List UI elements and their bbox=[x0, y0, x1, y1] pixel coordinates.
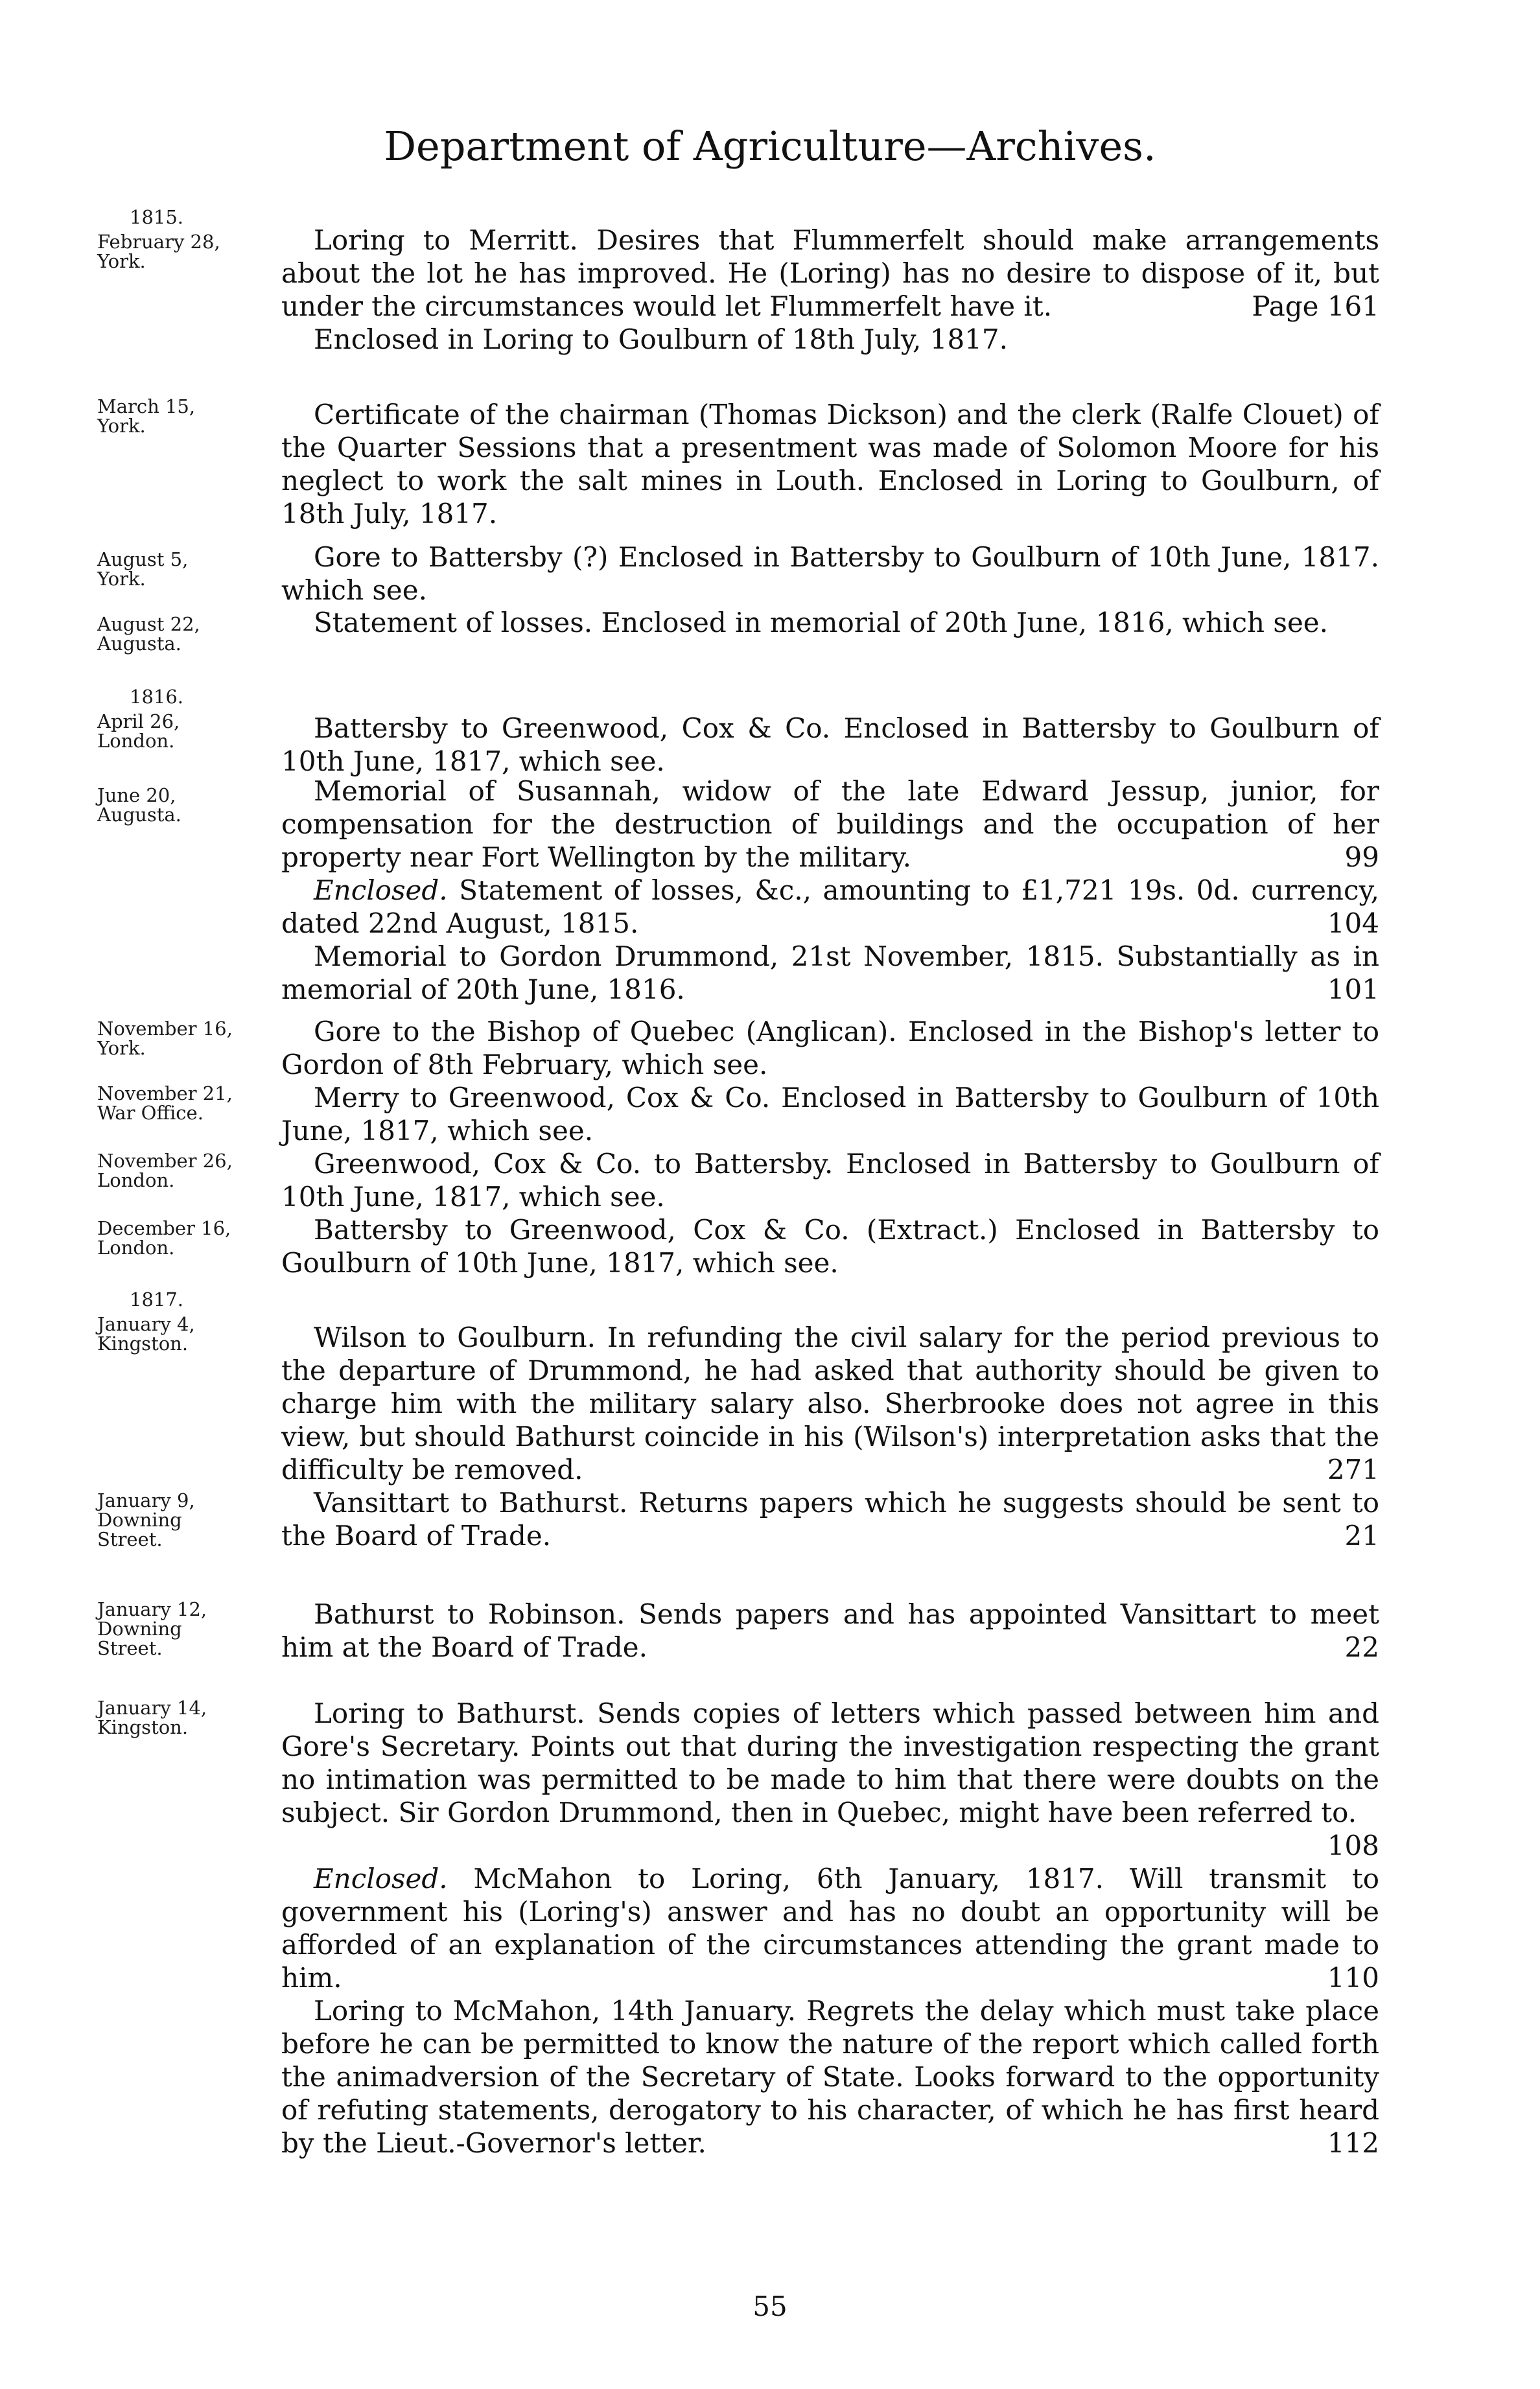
margin-place: York. bbox=[97, 250, 146, 272]
margin-date: March 15, bbox=[97, 395, 196, 417]
entry-body: Loring to Merritt. Desires that Flummerfelt should make arrangements about the lot he has improved. He (Loring) has no desire to dispose of it, but under the circumstances would let Flummerfelt have it. bbox=[281, 224, 1379, 322]
margin-place: York. bbox=[97, 1037, 146, 1059]
margin-date: February 28, bbox=[97, 231, 220, 253]
page-reference: 99 bbox=[1344, 841, 1379, 873]
entry-text bbox=[281, 1598, 1379, 1664]
page-reference: 112 bbox=[1327, 2127, 1379, 2159]
margin-note bbox=[97, 614, 285, 653]
margin-note bbox=[97, 786, 285, 824]
entry-body: Battersby to Greenwood, Cox & Co. Enclosed in Battersby to Goulburn of 10th June, 1817, which see. bbox=[281, 712, 1379, 777]
page-reference: Page 161 bbox=[1252, 290, 1379, 322]
margin-place: Downing Street. bbox=[97, 1509, 182, 1550]
margin-note bbox=[97, 1600, 285, 1658]
margin-date: January 12, bbox=[97, 1598, 207, 1620]
entry-body: Certificate of the chairman (Thomas Dickson) and the clerk (Ralfe Clouet) of the Quarter Sessions that a presentment was made of Solomon Moore for his neglect to work the salt mines in Louth. Enclosed in Loring to Goulburn, of 18th July, 1817. bbox=[281, 399, 1379, 530]
margin-note bbox=[97, 1151, 285, 1190]
entry-text bbox=[281, 606, 1379, 639]
page-reference: 104 bbox=[1327, 907, 1379, 939]
entry-body: Greenwood, Cox & Co. to Battersby. Enclosed in Battersby to Goulburn of 10th June, 1817, which see. bbox=[281, 1148, 1379, 1213]
margin-place: London. bbox=[97, 1237, 175, 1259]
entry-text bbox=[281, 1081, 1379, 1147]
margin-date: November 21, bbox=[97, 1082, 233, 1104]
entry-body: Bathurst to Robinson. Sends papers and has appointed Vansittart to meet him at the Board of Trade. bbox=[281, 1598, 1379, 1663]
margin-place: London. bbox=[97, 1169, 175, 1191]
entry-body: Battersby to Greenwood, Cox & Co. (Extract.) Enclosed in Battersby to Goulburn of 10th June, 1817, which see. bbox=[281, 1214, 1379, 1279]
margin-note bbox=[97, 1019, 285, 1058]
entry-body: Loring to McMahon, 14th January. Regrets the delay which must take place before he can be permitted to know the nature of the report which called forth the animadversion of the Secretary of State. Looks forward to the opportunity of refuting statements, derogatory to his character, of which he has first heard by the Lieut.-Governor's letter. bbox=[281, 1995, 1379, 2159]
enclosed-label: Enclosed. bbox=[314, 874, 448, 906]
entry-body: Memorial to Gordon Drummond, 21st November, 1815. Substantially as in memorial of 20th June, 1816. bbox=[281, 940, 1379, 1005]
margin-date: April 26, bbox=[97, 710, 180, 732]
page-reference: 21 bbox=[1344, 1520, 1379, 1552]
margin-place: War Office. bbox=[97, 1102, 204, 1124]
margin-note bbox=[97, 1290, 285, 1353]
entry-body: Gore to Battersby (?) Enclosed in Battersby to Goulburn of 10th June, 1817. which see. bbox=[281, 541, 1379, 606]
entry-text bbox=[281, 1321, 1379, 1552]
margin-date: August 22, bbox=[97, 613, 200, 635]
margin-date: June 20, bbox=[97, 784, 176, 806]
margin-note bbox=[97, 550, 285, 589]
entry-body: Merry to Greenwood, Cox & Co. Enclosed in Battersby to Goulburn of 10th June, 1817, which see. bbox=[281, 1082, 1379, 1147]
margin-place: York. bbox=[97, 568, 146, 590]
entry-body: Wilson to Goulburn. In refunding the civil salary for the period previous to the departure of Drummond, he had asked that authority should be given to charge him with the military salary also. Sherbrooke does not agree in this view, but should Bathurst coincide in his (Wilson's) interpretation asks that the difficulty be removed. bbox=[281, 1322, 1379, 1486]
margin-place: York. bbox=[97, 415, 146, 437]
entry-text bbox=[281, 1697, 1379, 2160]
entry-text bbox=[281, 1147, 1379, 1213]
margin-note bbox=[97, 1084, 285, 1123]
page-number: 55 bbox=[752, 2290, 788, 2322]
margin-date: January 4, bbox=[97, 1313, 195, 1335]
entry-body: Gore to the Bishop of Quebec (Anglican). Enclosed in the Bishop's letter to Gordon of 8th February, which see. bbox=[281, 1016, 1379, 1080]
margin-note bbox=[97, 1698, 285, 1737]
margin-place: Augusta. bbox=[97, 633, 181, 655]
entry-body: McMahon to Loring, 6th January, 1817. Will transmit to government his (Loring's) answer and has no doubt an opportunity will be afforded of an explanation of the circumstances attending the grant made to him. bbox=[281, 1863, 1379, 1994]
entry-text bbox=[281, 775, 1379, 1006]
page-reference: 271 bbox=[1327, 1454, 1379, 1486]
margin-place: Kingston. bbox=[97, 1333, 189, 1355]
margin-note bbox=[97, 207, 285, 271]
margin-note bbox=[97, 1218, 285, 1257]
entry-body: Vansittart to Bathurst. Returns papers which he suggests should be sent to the Board of Trade. bbox=[281, 1487, 1379, 1552]
margin-note bbox=[97, 687, 285, 751]
entry-text bbox=[281, 398, 1379, 530]
entry-text bbox=[281, 1015, 1379, 1081]
entry-body: Enclosed in Loring to Goulburn of 18th July, 1817. bbox=[314, 323, 1008, 355]
margin-year: 1816. bbox=[130, 686, 184, 708]
margin-date: November 26, bbox=[97, 1150, 233, 1172]
margin-note bbox=[97, 1491, 285, 1549]
margin-place: London. bbox=[97, 730, 175, 752]
margin-date: August 5, bbox=[97, 548, 189, 570]
entry-text bbox=[281, 224, 1379, 356]
entry-body: Memorial of Susannah, widow of the late Edward Jessup, junior, for compensation for the destruction of buildings and the occupation of her property near Fort Wellington by the military. bbox=[281, 775, 1379, 873]
margin-date: December 16, bbox=[97, 1217, 231, 1239]
entry-text bbox=[281, 712, 1379, 778]
margin-date: November 16, bbox=[97, 1018, 233, 1040]
entry-body: Loring to Bathurst. Sends copies of letters which passed between him and Gore's Secretary. Points out that during the investigation respecting the grant no intimation was permitted to be made to him that there were doubts on the subject. Sir Gordon Drummond, then in Quebec, might have been referred to. bbox=[281, 1697, 1379, 1828]
margin-date: January 14, bbox=[97, 1697, 207, 1719]
page-title: Department of Agriculture—Archives. bbox=[384, 122, 1156, 170]
enclosed-label: Enclosed. bbox=[314, 1863, 448, 1894]
margin-note bbox=[97, 397, 285, 436]
margin-date: January 9, bbox=[97, 1489, 195, 1511]
margin-year: 1815. bbox=[130, 206, 184, 228]
margin-place: Downing Street. bbox=[97, 1618, 182, 1659]
entry-text bbox=[281, 1213, 1379, 1279]
margin-place: Augusta. bbox=[97, 804, 181, 826]
entry-text bbox=[281, 541, 1379, 607]
entry-body: Statement of losses. Enclosed in memorial of 20th June, 1816, which see. bbox=[314, 607, 1329, 638]
margin-year: 1817. bbox=[130, 1288, 184, 1311]
page-reference: 22 bbox=[1344, 1631, 1379, 1663]
margin-place: Kingston. bbox=[97, 1716, 189, 1738]
page-reference: 108 bbox=[1327, 1830, 1379, 1861]
page-reference: 110 bbox=[1327, 1962, 1379, 1994]
page-reference: 101 bbox=[1327, 973, 1379, 1005]
entry-body: Statement of losses, &c., amounting to £1,721 19s. 0d. currency, dated 22nd August, 1815. bbox=[281, 874, 1379, 939]
